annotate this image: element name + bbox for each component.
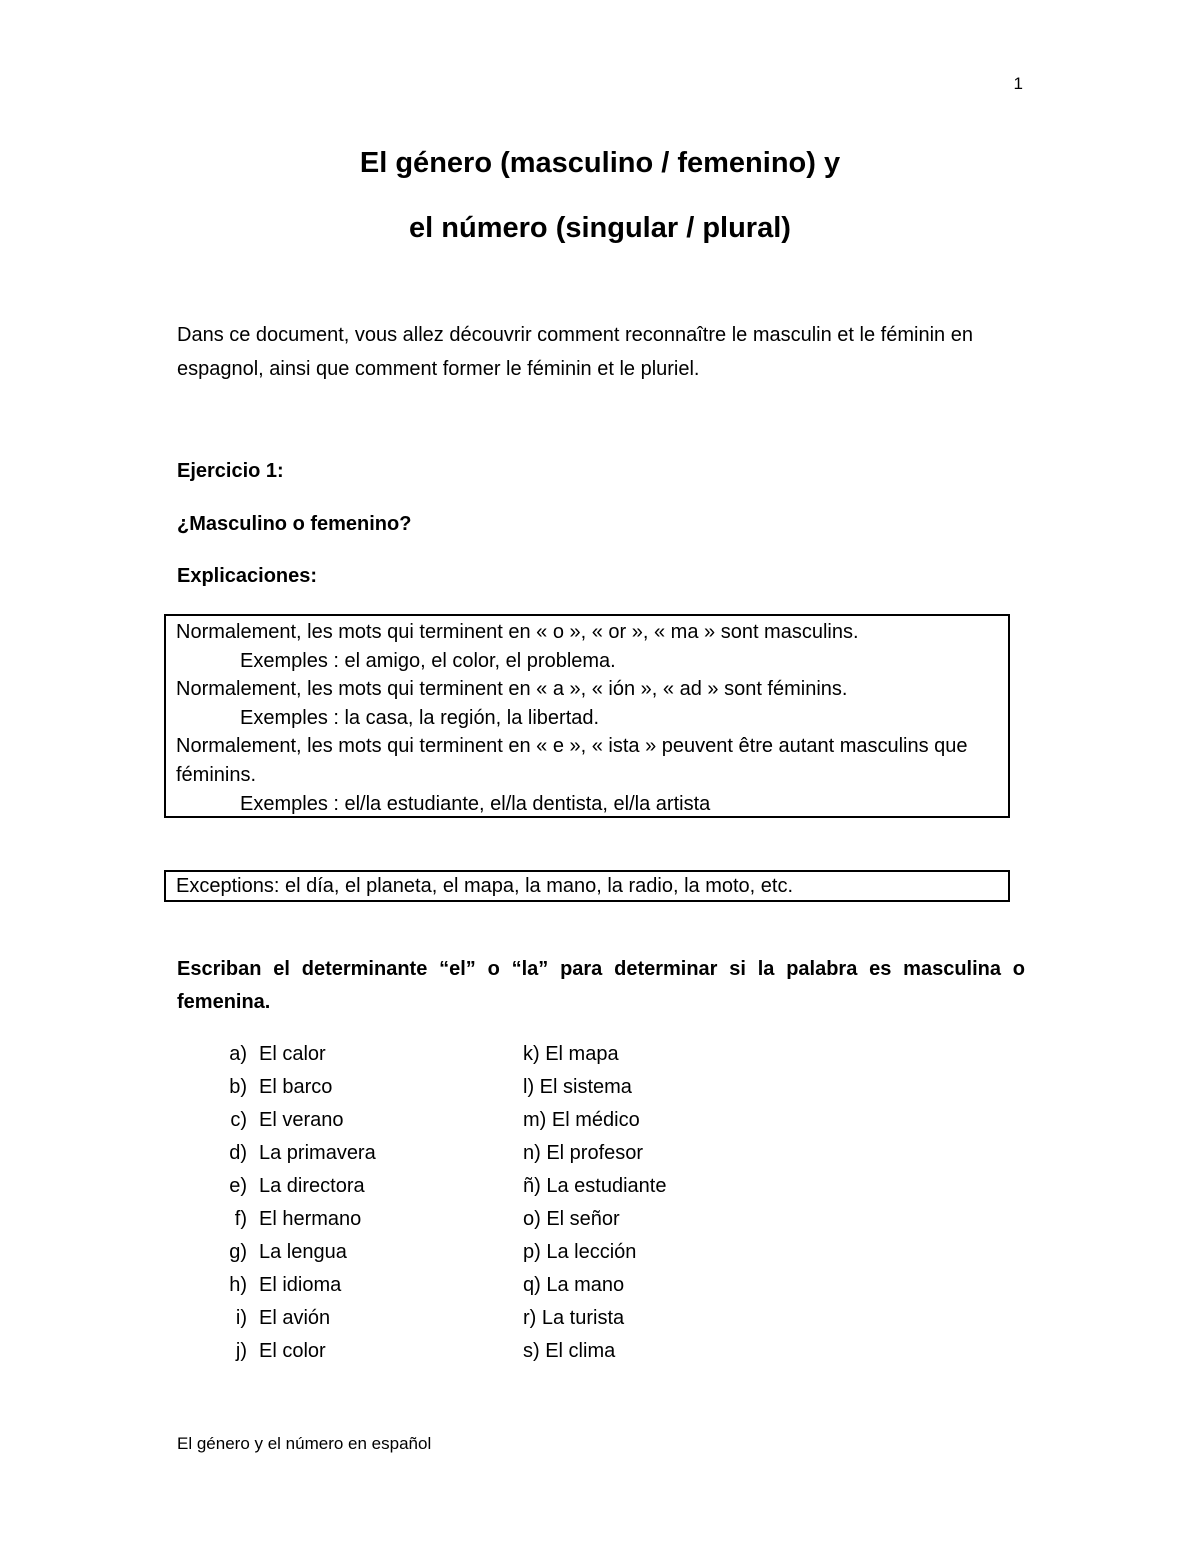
list-item [207, 1335, 376, 1368]
list-item [207, 1137, 376, 1170]
list-word: El barco [259, 1076, 333, 1098]
list-item [207, 1038, 376, 1071]
list-item: s) El clima [523, 1340, 616, 1362]
rule-feminine: Normalement, les mots qui terminent en « a », « ión », « ad » sont féminins. [176, 678, 848, 701]
list-item: n) El profesor [523, 1142, 644, 1164]
rule-masculine: Normalement, les mots qui terminent en « o », « or », « ma » sont masculins. [176, 621, 859, 643]
list-item: o) El señor [523, 1208, 620, 1230]
list-word: El color [259, 1340, 326, 1362]
exercise-label: Ejercicio 1: [177, 460, 284, 482]
list-item [207, 1170, 376, 1203]
exercise-question: ¿Masculino o femenino? [177, 513, 412, 535]
list-item: l) El sistema [523, 1076, 632, 1098]
intro-paragraph: Dans ce document, vous allez découvrir comment reconnaître le masculin et le féminin en espagnol, ainsi que comment former le féminin et le pluriel. [177, 324, 973, 380]
list-word: El hermano [259, 1208, 362, 1230]
list-word: El idioma [259, 1274, 342, 1296]
list-word: El verano [259, 1109, 344, 1131]
rule-masculine-examples: Exemples : el amigo, el color, el problema. [240, 649, 616, 672]
list-item [207, 1071, 376, 1104]
list-item: k) El mapa [523, 1043, 619, 1065]
list-marker: i) [235, 1307, 247, 1329]
list-item: p) La lección [523, 1241, 637, 1263]
list-marker: c) [230, 1109, 247, 1131]
page-footer: El género y el número en español [177, 1434, 432, 1453]
list-marker: f) [234, 1208, 247, 1230]
list-marker: a) [229, 1043, 247, 1065]
list-word: El avión [259, 1307, 331, 1329]
list-word: La lengua [259, 1241, 347, 1263]
exceptions-text: Exceptions: el día, el planeta, el mapa, la mano, la radio, la moto, etc. [176, 875, 794, 897]
list-marker: j) [235, 1340, 247, 1362]
list-word: La directora [259, 1175, 365, 1197]
list-item: q) La mano [523, 1274, 625, 1296]
title-line-2: el número (singular / plural) [409, 212, 791, 244]
rules-box [164, 614, 1010, 818]
exceptions-box [164, 870, 1010, 902]
list-word: El calor [259, 1043, 326, 1065]
list-marker: e) [229, 1175, 247, 1197]
rule-feminine-examples: Exemples : la casa, la región, la libertad. [240, 706, 600, 729]
list-item: r) La turista [523, 1307, 625, 1329]
rule-both: Normalement, les mots qui terminent en « e », « ista » peuvent être autant masculins que féminins. [176, 735, 968, 786]
list-item: ñ) La estudiante [523, 1175, 667, 1197]
word-list-left [207, 1038, 376, 1368]
word-list-right [523, 1038, 666, 1368]
list-item [207, 1236, 376, 1269]
list-marker: g) [229, 1241, 247, 1263]
explanations-label: Explicaciones: [177, 565, 318, 587]
title-line-1: El género (masculino / femenino) y [359, 147, 841, 179]
list-item [207, 1104, 376, 1137]
instruction: Escriban el determinante “el” o “la” para determinar si la palabra es masculina o femenina. [177, 958, 1025, 1013]
list-word: La primavera [259, 1142, 376, 1164]
list-item [207, 1302, 376, 1335]
list-marker: d) [229, 1142, 247, 1164]
list-marker: b) [229, 1076, 247, 1098]
list-item [207, 1269, 376, 1302]
list-item [207, 1203, 376, 1236]
list-item: m) El médico [523, 1109, 640, 1131]
page-number: 1 [1013, 74, 1023, 93]
list-marker: h) [229, 1274, 247, 1296]
rule-both-examples: Exemples : el/la estudiante, el/la dentista, el/la artista [240, 792, 711, 815]
